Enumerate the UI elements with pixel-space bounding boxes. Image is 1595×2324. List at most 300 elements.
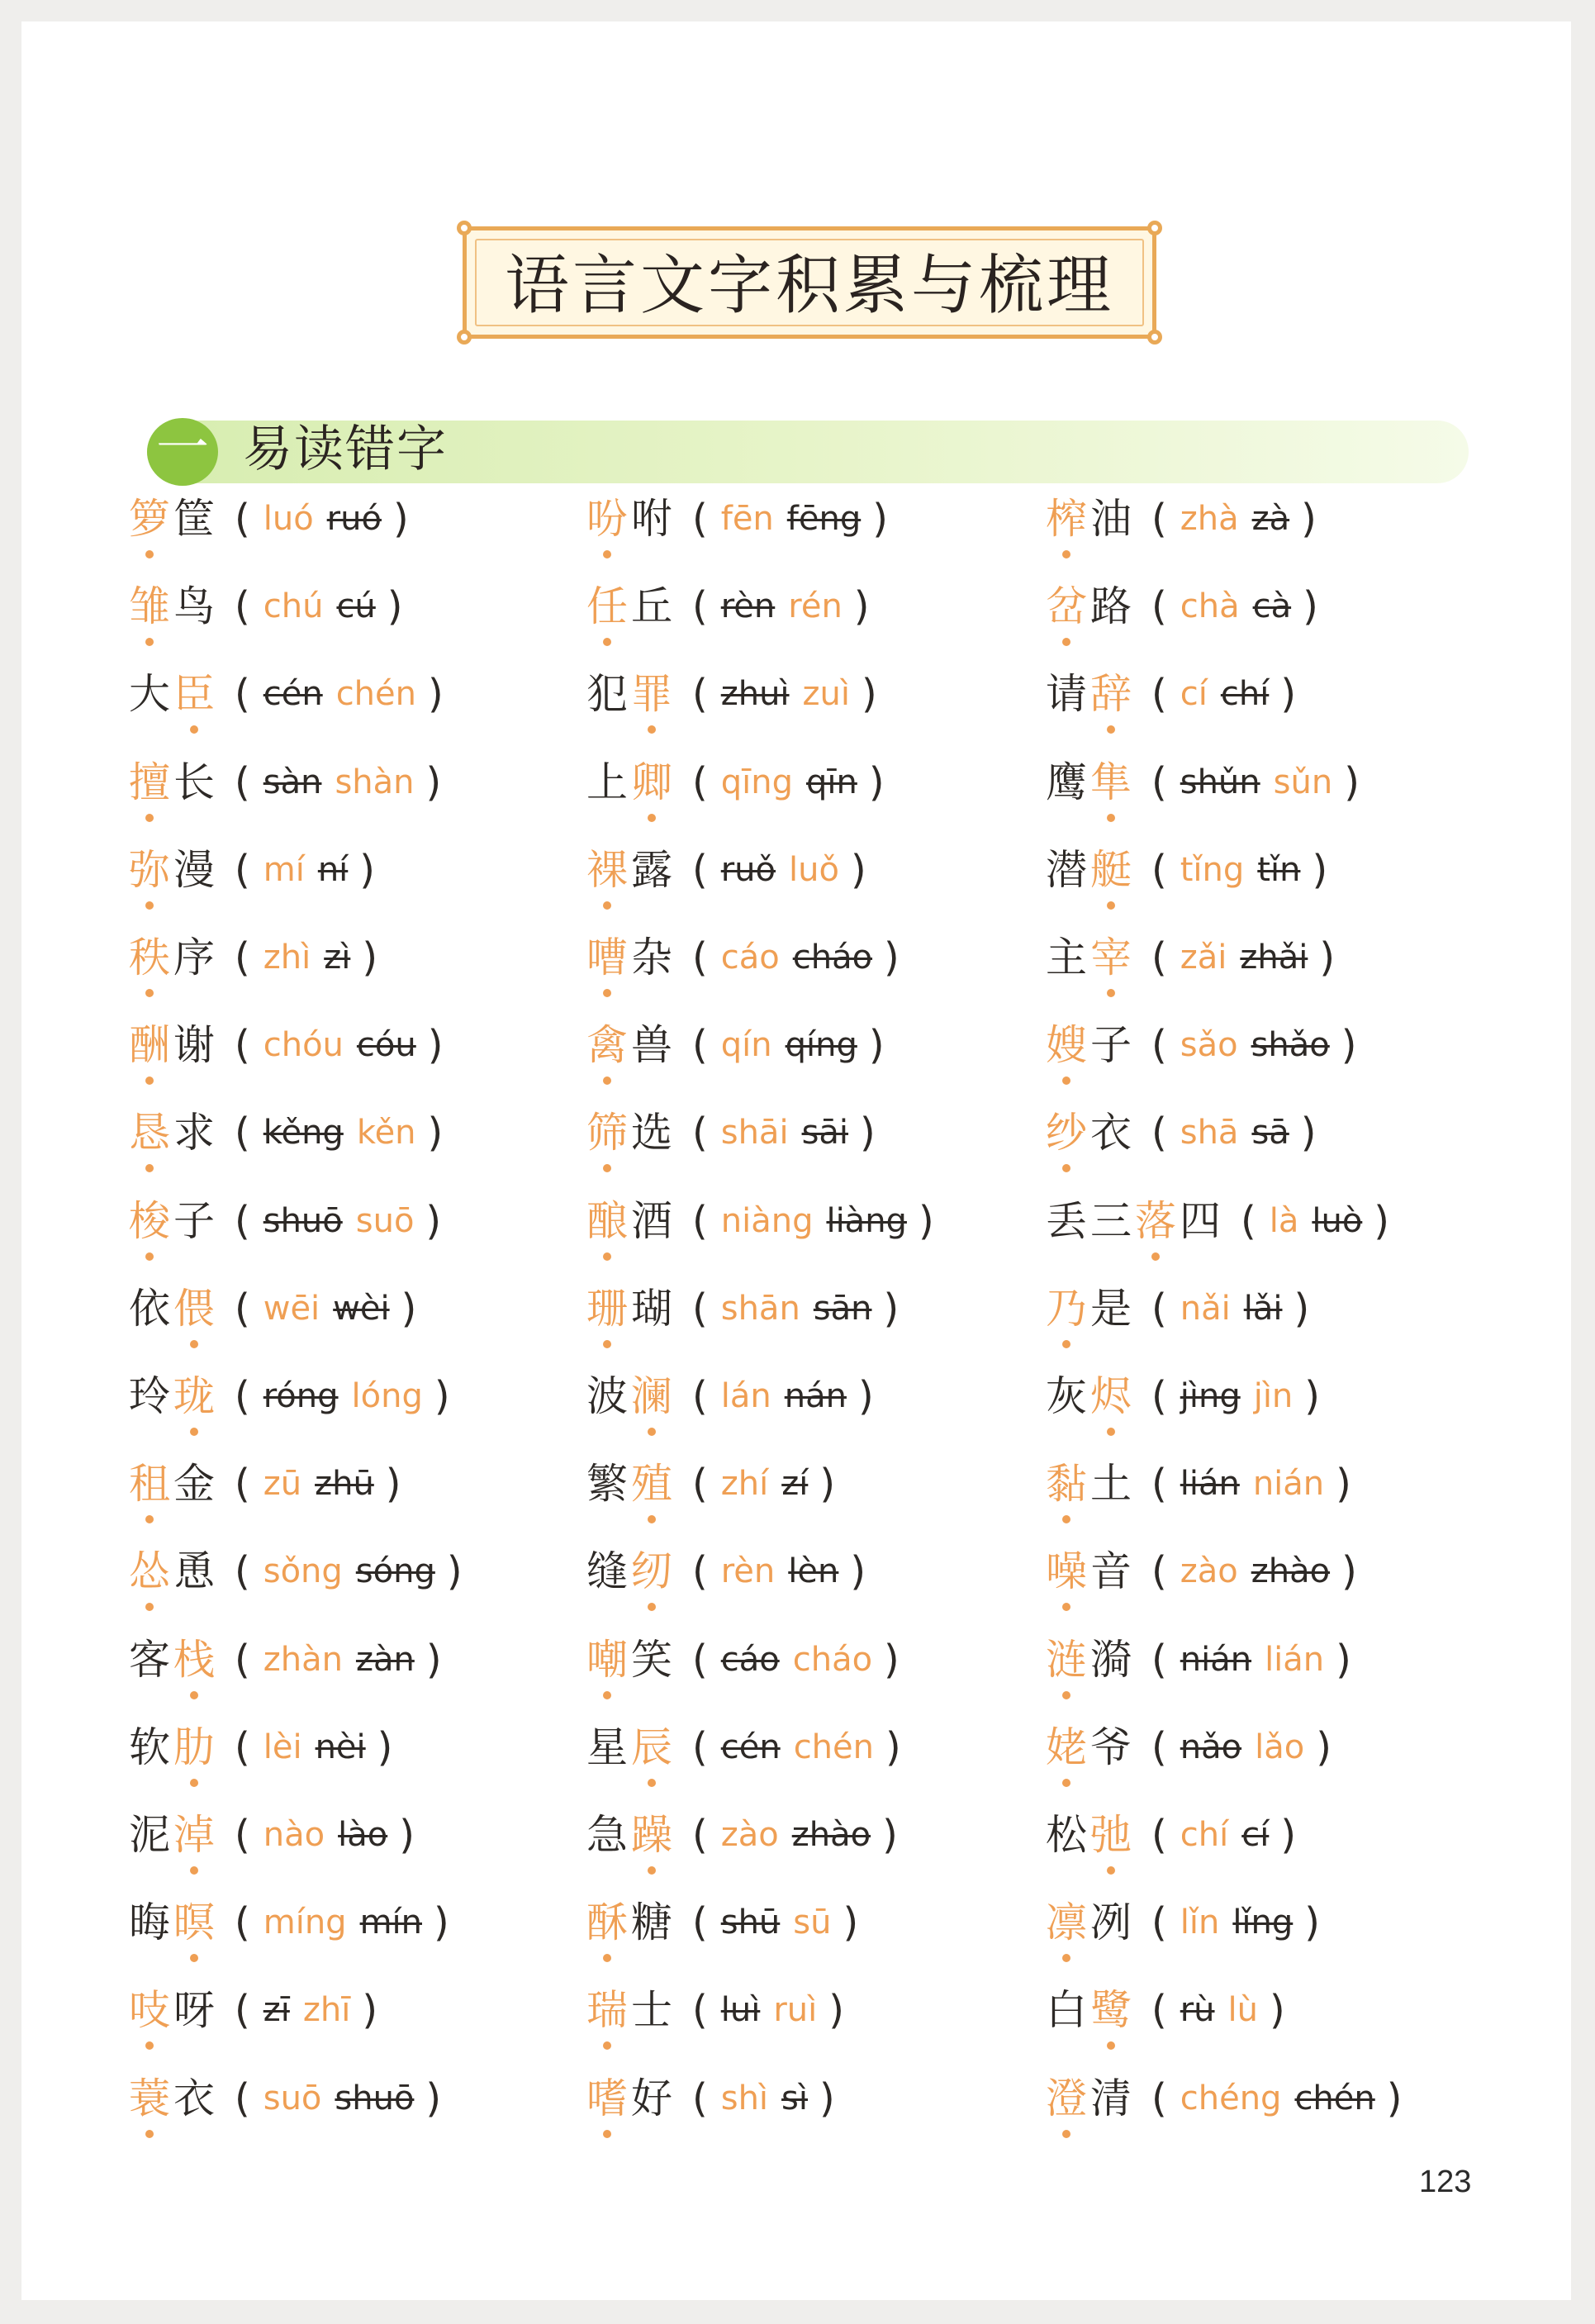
word-characters: [585, 1633, 674, 1686]
word-characters: [585, 668, 674, 720]
correct-pinyin: rén: [788, 587, 843, 626]
word-entry: [127, 1195, 441, 1269]
highlighted-character: 隼: [1089, 756, 1133, 809]
wrong-pinyin: qīn: [805, 763, 857, 801]
page-title: 语言文字积累与梳理: [504, 249, 1114, 323]
highlighted-character: 栈: [172, 1633, 216, 1686]
wrong-pinyin: fēng: [786, 500, 862, 538]
highlighted-character: 黏: [1044, 1457, 1089, 1510]
close-paren: ): [1270, 1987, 1285, 2034]
close-paren: ): [1294, 1285, 1310, 1332]
word-characters: [127, 931, 216, 984]
correct-pinyin: sǒng: [263, 1552, 343, 1591]
highlighted-character: 秩: [127, 931, 172, 984]
correct-pinyin: zuì: [802, 675, 851, 714]
character: 笑: [631, 1635, 672, 1684]
word-characters: [1044, 1896, 1133, 1949]
wrong-pinyin: shǔn: [1180, 763, 1260, 801]
word-characters: [1044, 1195, 1222, 1248]
word-characters: [585, 1019, 674, 1072]
close-paren: ): [1336, 1461, 1351, 1508]
word-entry: [585, 844, 866, 918]
word-entry: [1044, 1019, 1356, 1093]
character: 主: [1046, 934, 1087, 981]
highlighted-character: 任: [585, 580, 629, 633]
character: 缝: [586, 1547, 628, 1596]
correct-pinyin: shāi: [720, 1114, 789, 1152]
wrong-pinyin: lǐng: [1232, 1903, 1294, 1942]
highlighted-character: 纱: [1044, 1106, 1089, 1159]
open-paren: (: [235, 1110, 250, 1157]
word-entry: [127, 1370, 450, 1444]
wrong-pinyin: róng: [263, 1377, 339, 1415]
character: 上: [586, 758, 628, 806]
character: 晦: [129, 1899, 170, 1947]
wrong-pinyin: cí: [1241, 1816, 1270, 1854]
word-characters: [127, 844, 216, 896]
highlighted-character: 艇: [1089, 844, 1133, 896]
close-paren: ): [1280, 1812, 1297, 1858]
close-paren: ): [1280, 671, 1297, 718]
correct-pinyin: luó: [263, 500, 314, 538]
wrong-pinyin: ruǒ: [720, 850, 776, 889]
open-paren: (: [1151, 583, 1167, 630]
highlighted-character: 榨: [1044, 492, 1089, 545]
word-entry: [127, 1457, 401, 1532]
close-paren: ): [1301, 496, 1317, 542]
character: 序: [173, 934, 215, 981]
word-entry: [127, 1721, 392, 1795]
wrong-pinyin: zhào: [791, 1816, 871, 1854]
close-paren: ): [362, 934, 378, 981]
correct-pinyin: wēi: [263, 1289, 320, 1328]
word-entry: [585, 1633, 900, 1708]
correct-pinyin: tǐng: [1180, 850, 1245, 889]
highlighted-character: 雏: [127, 580, 172, 633]
highlighted-character: 噪: [1044, 1545, 1089, 1598]
word-entry: [127, 1633, 442, 1708]
wrong-pinyin: lǎi: [1243, 1289, 1283, 1328]
word-characters: [127, 1721, 216, 1774]
highlighted-character: 烬: [1089, 1370, 1133, 1423]
character: 鸟: [173, 582, 215, 631]
highlighted-character: 酬: [127, 1019, 172, 1072]
close-paren: ): [1303, 583, 1318, 630]
word-characters: [1044, 668, 1133, 720]
close-paren: ): [1341, 1022, 1357, 1069]
correct-pinyin: nǎi: [1180, 1289, 1231, 1328]
open-paren: (: [235, 1723, 250, 1770]
wrong-pinyin: rèn: [720, 587, 776, 626]
word-characters: [127, 756, 216, 809]
character: 求: [173, 1109, 215, 1157]
correct-pinyin: shā: [1180, 1114, 1239, 1152]
open-paren: (: [235, 1812, 250, 1858]
character: 清: [1090, 2074, 1132, 2122]
wrong-pinyin: shǎo: [1251, 1026, 1330, 1065]
word-entry: [127, 931, 377, 1005]
open-paren: (: [235, 583, 250, 630]
word-entry: [127, 1545, 463, 1619]
word-entry: [127, 492, 409, 567]
close-paren: ): [1319, 934, 1336, 981]
correct-pinyin: míng: [263, 1903, 347, 1942]
character: 白: [1046, 1986, 1087, 2035]
close-paren: ): [819, 1461, 836, 1508]
correct-pinyin: cáo: [720, 939, 780, 977]
word-entry: [127, 668, 444, 742]
plaque-corner: [457, 330, 472, 345]
character: 好: [631, 2074, 672, 2122]
correct-pinyin: zū: [263, 1465, 302, 1504]
open-paren: (: [1241, 1197, 1256, 1244]
close-paren: ): [1374, 1197, 1390, 1244]
character: 丘: [631, 582, 672, 631]
close-paren: ): [857, 1373, 874, 1419]
word-characters: [1044, 1019, 1133, 1072]
character: 繁: [586, 1460, 628, 1509]
word-characters: [127, 1808, 216, 1861]
highlighted-character: 肋: [172, 1721, 216, 1774]
correct-pinyin: kěn: [356, 1114, 416, 1152]
character: 漫: [173, 845, 215, 894]
wrong-pinyin: lào: [338, 1816, 388, 1854]
word-entry: [1044, 1457, 1351, 1532]
word-entry: [585, 668, 877, 742]
open-paren: (: [1151, 934, 1167, 981]
wrong-pinyin: chén: [1294, 2079, 1375, 2117]
character: 兽: [631, 1021, 672, 1070]
word-entry: [1044, 1195, 1389, 1269]
word-characters: [127, 1545, 216, 1598]
open-paren: (: [692, 2074, 708, 2122]
correct-pinyin: shān: [720, 1289, 800, 1328]
word-characters: [1044, 1721, 1133, 1774]
character: 冽: [1090, 1899, 1132, 1947]
open-paren: (: [692, 1548, 708, 1595]
wrong-pinyin: cén: [720, 1728, 781, 1766]
word-entry: [1044, 844, 1327, 918]
character: 土: [1090, 1460, 1132, 1509]
character: 油: [1090, 495, 1132, 543]
correct-pinyin: suō: [263, 2079, 322, 2117]
character: 衣: [1090, 1109, 1132, 1157]
word-entry: [1044, 756, 1360, 830]
open-paren: (: [692, 1461, 708, 1508]
highlighted-character: 嘲: [585, 1633, 629, 1686]
character: 依: [129, 1284, 170, 1333]
wrong-pinyin: shuō: [263, 1201, 343, 1240]
open-paren: (: [1151, 1022, 1167, 1069]
wrong-pinyin: wèi: [333, 1289, 390, 1328]
open-paren: (: [692, 1987, 708, 2034]
character: 路: [1090, 582, 1132, 631]
open-paren: (: [235, 1548, 250, 1595]
highlighted-character: 辞: [1089, 668, 1133, 720]
wrong-pinyin: zī: [263, 1991, 290, 2030]
correct-pinyin: lián: [1265, 1640, 1325, 1679]
correct-pinyin: niàng: [720, 1201, 814, 1240]
correct-pinyin: zhì: [263, 939, 311, 977]
highlighted-character: 瑞: [585, 1984, 629, 2036]
correct-pinyin: lèi: [263, 1728, 302, 1766]
word-entry: [585, 2072, 835, 2146]
highlighted-character: 嘈: [585, 931, 629, 984]
wrong-pinyin: liàng: [826, 1201, 907, 1240]
word-characters: [1044, 2072, 1133, 2125]
open-paren: (: [692, 671, 708, 718]
close-paren: ): [1304, 1899, 1321, 1946]
wrong-pinyin: zhǎi: [1240, 939, 1308, 977]
wrong-pinyin: sāi: [801, 1114, 849, 1152]
word-entry: [585, 1106, 876, 1181]
highlighted-character: 姥: [1044, 1721, 1089, 1774]
character: 瑚: [631, 1284, 672, 1333]
word-entry: [127, 580, 403, 654]
character: 急: [586, 1811, 628, 1859]
correct-pinyin: chén: [335, 675, 416, 714]
close-paren: ): [1341, 1548, 1357, 1595]
wrong-pinyin: zà: [1251, 500, 1290, 538]
correct-pinyin: nào: [263, 1816, 325, 1854]
wrong-pinyin: zàn: [355, 1640, 415, 1679]
word-entry: [585, 1282, 899, 1357]
word-characters: [127, 1282, 216, 1335]
open-paren: (: [692, 758, 708, 806]
highlighted-character: 辰: [629, 1721, 674, 1774]
character: 子: [173, 1196, 215, 1245]
character: 杂: [631, 934, 672, 981]
open-paren: (: [1151, 1461, 1167, 1508]
open-paren: (: [235, 1461, 250, 1508]
correct-pinyin: zhī: [302, 1991, 351, 2030]
correct-pinyin: lǎo: [1255, 1728, 1305, 1766]
wrong-pinyin: luò: [1312, 1201, 1363, 1240]
open-paren: (: [235, 1636, 250, 1683]
character: 士: [631, 1986, 672, 2035]
wrong-pinyin: zì: [324, 939, 351, 977]
word-entry: [127, 1019, 443, 1093]
word-entry: [127, 1808, 415, 1883]
character: 筐: [173, 495, 215, 543]
close-paren: ): [828, 1987, 844, 2034]
word-characters: [585, 844, 674, 896]
word-characters: [1044, 580, 1133, 633]
highlighted-character: 筛: [585, 1106, 629, 1159]
word-characters: [1044, 844, 1133, 896]
wrong-pinyin: zhuì: [720, 675, 790, 714]
word-characters: [1044, 1633, 1133, 1686]
open-paren: (: [692, 1022, 708, 1069]
open-paren: (: [1151, 1812, 1167, 1858]
close-paren: ): [843, 1899, 859, 1946]
section-title: 易读错字: [243, 421, 448, 478]
character: 是: [1090, 1284, 1132, 1333]
word-entry: [127, 2072, 441, 2146]
open-paren: (: [1151, 1987, 1167, 2034]
wrong-pinyin: cén: [263, 675, 323, 714]
word-characters: [127, 580, 216, 633]
word-characters: [585, 2072, 674, 2125]
close-paren: ): [427, 1022, 444, 1069]
character: 漪: [1090, 1635, 1132, 1684]
word-characters: [1044, 931, 1133, 984]
wrong-pinyin: sàn: [263, 763, 322, 801]
wrong-pinyin: cháo: [792, 939, 873, 977]
highlighted-character: 宰: [1089, 931, 1133, 984]
wrong-pinyin: jìng: [1180, 1377, 1241, 1415]
character: 请: [1046, 670, 1087, 719]
close-paren: ): [362, 1987, 378, 2034]
open-paren: (: [692, 846, 708, 893]
highlighted-character: 澄: [1044, 2072, 1089, 2125]
wrong-pinyin: kěng: [263, 1114, 344, 1152]
word-entry: [585, 1019, 885, 1093]
close-paren: ): [427, 1110, 444, 1157]
close-paren: ): [425, 1636, 442, 1683]
close-paren: ): [872, 496, 888, 542]
wrong-pinyin: tǐn: [1257, 850, 1301, 889]
close-paren: ): [425, 758, 442, 806]
wrong-pinyin: lèn: [788, 1552, 839, 1591]
character: 长: [173, 758, 215, 806]
wrong-pinyin: cóu: [356, 1026, 416, 1065]
word-entry: [585, 1195, 934, 1269]
highlighted-character: 梭: [127, 1195, 172, 1248]
correct-pinyin: luǒ: [789, 850, 839, 889]
wrong-pinyin: sóng: [355, 1552, 435, 1591]
word-characters: [127, 492, 216, 545]
highlighted-character: 偎: [172, 1282, 216, 1335]
word-characters: [585, 492, 674, 545]
wrong-pinyin: lián: [1180, 1465, 1240, 1504]
open-paren: (: [692, 1723, 708, 1770]
word-entry: [585, 1721, 901, 1795]
word-characters: [127, 1457, 216, 1510]
word-entry: [1044, 1896, 1320, 1970]
word-characters: [585, 931, 674, 984]
correct-pinyin: suō: [355, 1201, 415, 1240]
close-paren: ): [387, 583, 403, 630]
highlighted-character: 淖: [172, 1808, 216, 1861]
word-characters: [585, 580, 674, 633]
character: 客: [129, 1635, 170, 1684]
correct-pinyin: zào: [720, 1816, 779, 1854]
open-paren: (: [1151, 1373, 1167, 1419]
wrong-pinyin: sì: [781, 2079, 808, 2117]
close-paren: ): [399, 1812, 415, 1858]
word-characters: [127, 1195, 216, 1248]
open-paren: (: [692, 583, 708, 630]
word-entry: [1044, 1808, 1296, 1883]
highlighted-character: 租: [127, 1457, 172, 1510]
character: 潜: [1046, 845, 1087, 894]
highlighted-character: 鹭: [1089, 1984, 1133, 2036]
word-characters: [1044, 1457, 1133, 1510]
word-characters: [1044, 1545, 1133, 1598]
section-number-badge: 一: [147, 418, 218, 486]
open-paren: (: [1151, 2074, 1167, 2122]
highlighted-character: 嗜: [585, 2072, 629, 2125]
character: 恿: [173, 1547, 215, 1596]
character: 四: [1180, 1196, 1221, 1245]
wrong-pinyin: sān: [813, 1289, 872, 1328]
word-characters: [127, 1370, 216, 1423]
wrong-pinyin: shū: [720, 1903, 781, 1942]
word-characters: [1044, 756, 1133, 809]
open-paren: (: [1151, 1723, 1167, 1770]
open-paren: (: [1151, 1548, 1167, 1595]
open-paren: (: [1151, 1899, 1167, 1946]
character: 子: [1090, 1021, 1132, 1070]
word-characters: [1044, 1282, 1133, 1335]
highlighted-character: 怂: [127, 1545, 172, 1598]
close-paren: ): [392, 496, 409, 542]
highlighted-character: 凛: [1044, 1896, 1089, 1949]
highlighted-character: 箩: [127, 492, 172, 545]
character: 松: [1046, 1811, 1087, 1859]
page-number: 123: [1419, 2165, 1472, 2199]
close-paren: ): [1386, 2074, 1403, 2122]
wrong-pinyin: nán: [784, 1377, 847, 1415]
highlighted-character: 珊: [585, 1282, 629, 1335]
correct-pinyin: sǔn: [1273, 763, 1333, 801]
word-entry: [585, 1896, 858, 1970]
open-paren: (: [235, 1987, 250, 2034]
correct-pinyin: zhí: [720, 1465, 769, 1504]
character: 糖: [631, 1899, 672, 1947]
character: 犯: [586, 670, 628, 719]
word-entry: [1044, 668, 1296, 742]
close-paren: ): [1312, 846, 1328, 893]
correct-pinyin: qīng: [720, 763, 793, 801]
character: 音: [1090, 1547, 1132, 1596]
character: 星: [586, 1723, 628, 1771]
highlighted-character: 卿: [629, 756, 674, 809]
character: 软: [129, 1723, 170, 1771]
open-paren: (: [1151, 1285, 1167, 1332]
wrong-pinyin: zhào: [1251, 1552, 1331, 1591]
close-paren: ): [883, 1285, 900, 1332]
open-paren: (: [235, 1022, 250, 1069]
wrong-pinyin: cáo: [720, 1640, 780, 1679]
correct-pinyin: chéng: [1180, 2079, 1282, 2117]
wrong-pinyin: rù: [1180, 1991, 1215, 2030]
highlighted-character: 殖: [629, 1457, 674, 1510]
word-entry: [585, 1457, 835, 1532]
word-entry: [1044, 580, 1318, 654]
wrong-pinyin: mín: [359, 1903, 422, 1942]
close-paren: ): [868, 758, 885, 806]
highlighted-character: 蓑: [127, 2072, 172, 2125]
word-characters: [127, 1633, 216, 1686]
word-characters: [1044, 1984, 1133, 2036]
close-paren: ): [850, 1548, 866, 1595]
close-paren: ): [885, 1723, 901, 1770]
close-paren: ): [1336, 1636, 1351, 1683]
highlighted-character: 乃: [1044, 1282, 1089, 1335]
wrong-pinyin: zí: [781, 1465, 809, 1504]
plaque-corner: [457, 221, 472, 235]
word-characters: [1044, 1808, 1133, 1861]
close-paren: ): [425, 2074, 442, 2122]
close-paren: ): [884, 934, 900, 981]
correct-pinyin: zào: [1180, 1552, 1238, 1591]
highlighted-character: 澜: [629, 1370, 674, 1423]
correct-pinyin: chí: [1180, 1816, 1229, 1854]
close-paren: ): [385, 1461, 401, 1508]
correct-pinyin: lán: [720, 1377, 771, 1415]
